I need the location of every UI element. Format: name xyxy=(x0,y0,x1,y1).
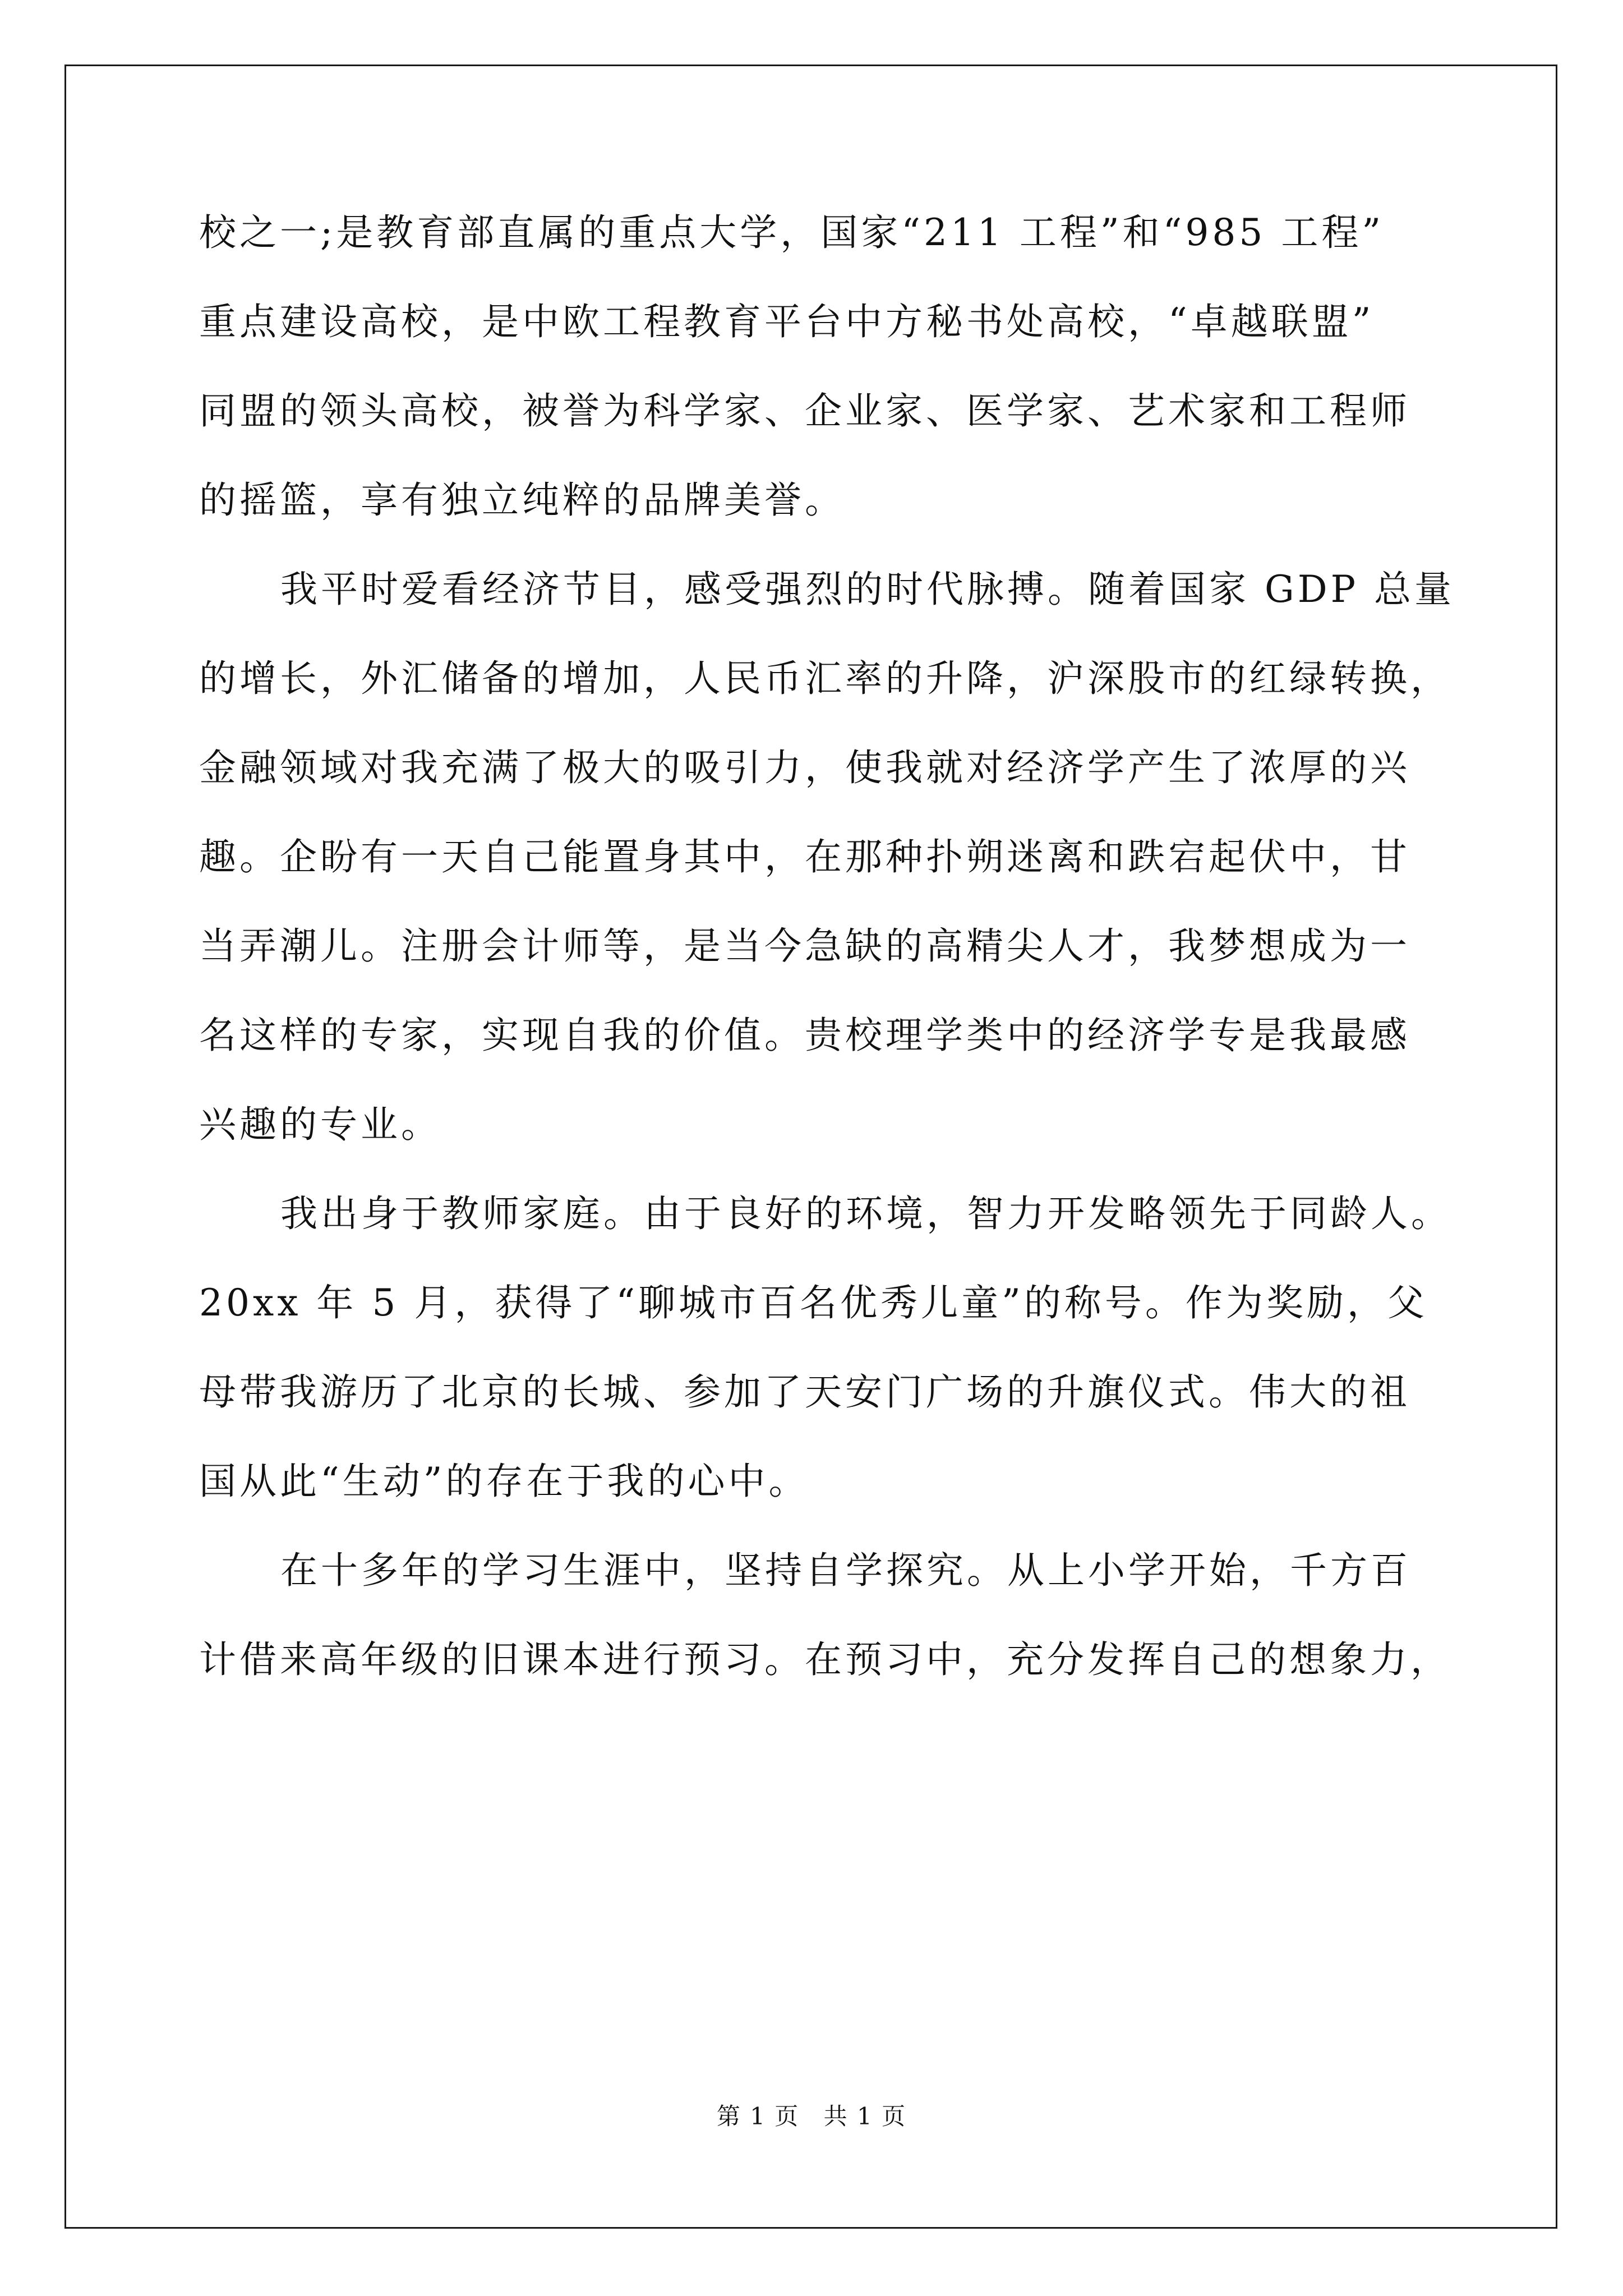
text-line: 趣。企盼有一天自己能置身其中，在那种扑朔迷离和跌宕起伏中，甘 xyxy=(199,835,1410,878)
text-line: 金融领域对我充满了极大的吸引力，使我就对经济学产生了浓厚的兴 xyxy=(199,746,1410,789)
page-footer xyxy=(0,2098,1623,2132)
text-line: 兴趣的专业。 xyxy=(199,1103,441,1146)
text-line: 计借来高年级的旧课本进行预习。在预习中，充分发挥自己的想象力， xyxy=(199,1638,1451,1681)
page-number: 第 1 页 xyxy=(716,2102,800,2130)
text-line: 当弄潮儿。注册会计师等，是当今急缺的高精尖人才，我梦想成为一 xyxy=(199,924,1410,968)
page-total: 共 1 页 xyxy=(823,2102,907,2130)
text-line: 名这样的专家，实现自我的价值。贵校理学类中的经济学专是我最感 xyxy=(199,1014,1410,1057)
text-line: 同盟的领头高校，被誉为科学家、企业家、医学家、艺术家和工程师 xyxy=(199,389,1410,432)
text-line: 母带我游历了北京的长城、参加了天安门广场的升旗仪式。伟大的祖 xyxy=(199,1370,1410,1414)
text-line: 的摇篮，享有独立纯粹的品牌美誉。 xyxy=(199,478,845,522)
text-line: 我出身于教师家庭。由于良好的环境，智力开发略领先于同龄人。 xyxy=(280,1192,1451,1235)
text-line: 我平时爱看经济节目，感受强烈的时代脉搏。随着国家 GDP 总量 xyxy=(280,568,1455,611)
text-line: 的增长，外汇储备的增加，人民币汇率的升降，沪深股市的红绿转换， xyxy=(199,657,1451,700)
text-line: 20xx 年 5 月，获得了“聊城市百名优秀儿童”的称号。作为奖励，父 xyxy=(199,1281,1428,1324)
text-line: 校之一;是教育部直属的重点大学，国家“211 工程”和“985 工程” xyxy=(199,211,1385,254)
text-line: 在十多年的学习生涯中，坚持自学探究。从上小学开始，千方百 xyxy=(280,1549,1411,1592)
text-line: 国从此“生动”的存在于我的心中。 xyxy=(199,1460,809,1503)
text-line: 重点建设高校，是中欧工程教育平台中方秘书处高校，“卓越联盟” xyxy=(199,300,1375,343)
